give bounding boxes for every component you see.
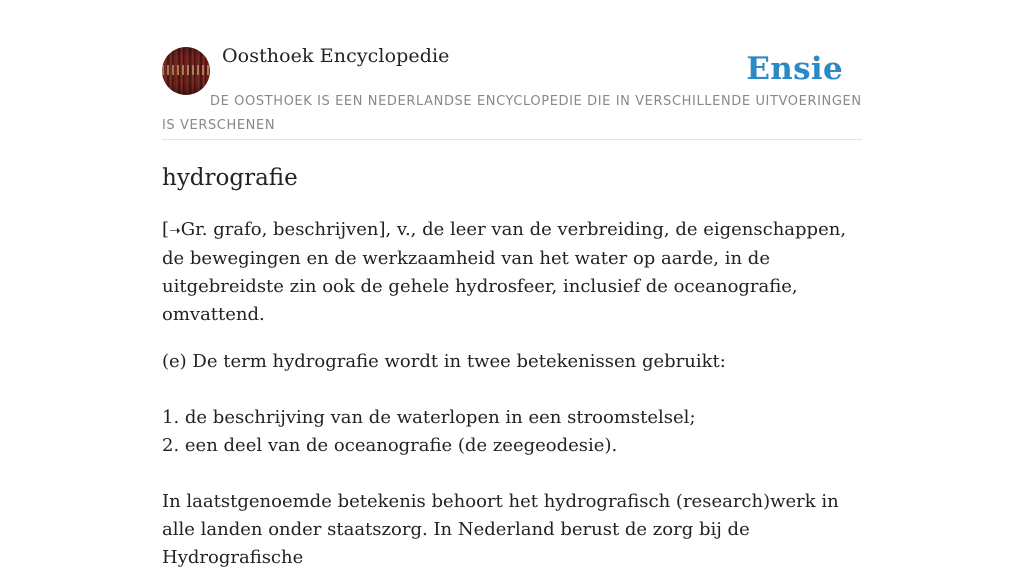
spacer [162,376,862,404]
closing-paragraph: In laatstgenoemde betekenis behoort het hydrografisch (research)werk in alle landen onder staatszorg. In Nederland berust de zorg bij de Hydrografische [162,491,839,568]
article-title: hydrografie [162,165,298,191]
brand-logo[interactable]: Ensie [746,51,843,87]
spacer [162,460,862,488]
meanings-intro: (e) De term hydrografie wordt in twee betekenissen gebruikt: [162,351,726,372]
site-title[interactable]: Oosthoek Encyclopedie [222,45,450,67]
article-body [162,216,862,572]
meaning-item-1: 1. de beschrijving van de waterlopen in een stroomstelsel; [162,407,696,428]
site-header [162,0,862,140]
meaning-item-2: 2. een deel van de oceanografie (de zeegeodesie). [162,435,618,456]
arrow-icon[interactable]: ➝ [169,223,181,239]
definition-text: Gr. grafo, beschrijven], v., de leer van de verbreiding, de eigenschappen, de bewegingen en de werkzaamheid van het water op aarde, in de uitgebreidste zin ook de gehele hydrosfeer, inclusief de oceanografie, omvattend. [162,219,847,325]
site-avatar[interactable] [162,47,210,95]
definition-paragraph [162,216,862,329]
site-tagline: DE OOSTHOEK IS EEN NEDERLANDSE ENCYCLOPEDIE DIE IN VERSCHILLENDE UITVOERINGEN IS VERSCHENEN [162,94,862,133]
definition-open: [ [162,219,170,240]
page-container [162,0,862,568]
